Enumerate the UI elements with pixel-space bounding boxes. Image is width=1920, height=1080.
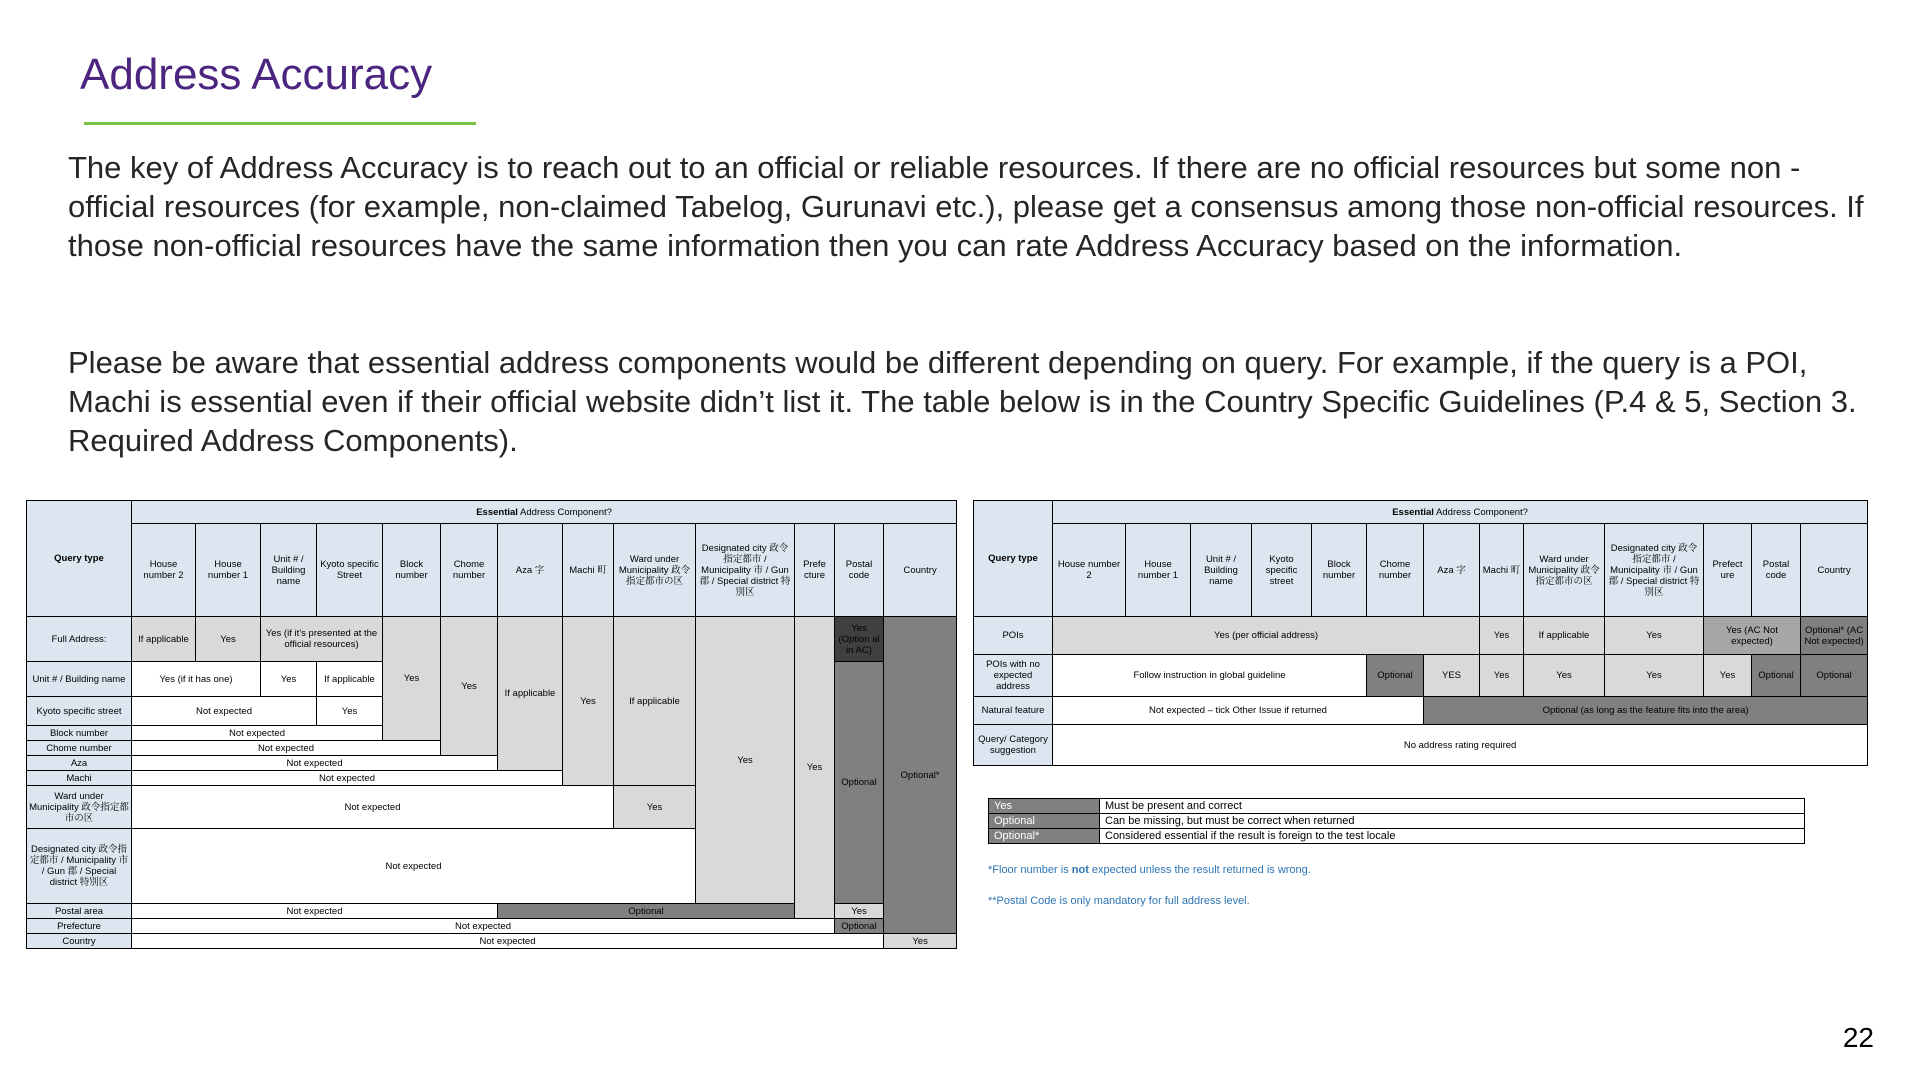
poi-address-component-table [973,500,1868,766]
table-cell: Optional* (AC Not expected) [1801,617,1868,655]
col-header: Prefect ure [1704,524,1752,617]
essential-header: Essential Address Component? [1053,501,1868,524]
legend-desc: Considered essential if the result is foreign to the test locale [1100,829,1805,844]
table-cell: If applicable [317,662,383,697]
row-header: Block number [27,726,132,741]
row-header: Kyoto specific street [27,697,132,726]
legend-desc: Can be missing, but must be correct when returned [1100,814,1805,829]
essential-header: Essential Address Component? [132,501,957,524]
col-header: House number 1 [196,524,261,617]
table-cell: Yes [1524,655,1605,697]
col-header: Kyoto specific street [1252,524,1312,617]
table-cell: Not expected [132,756,498,771]
table-cell: Not expected [132,934,884,949]
table-cell: Not expected [132,829,696,904]
row-header: Postal area [27,904,132,919]
row-header: Full Address: [27,617,132,662]
row-header: Machi [27,771,132,786]
table-cell: Not expected [132,771,563,786]
row-header: Chome number [27,741,132,756]
table-cell: If applicable [1524,617,1605,655]
row-header: POIs [974,617,1053,655]
table-cell: YES [1424,655,1480,697]
table-cell: Optional [498,904,795,919]
row-header: Unit # / Building name [27,662,132,697]
table-cell: Yes (if it’s presented at the official resources) [261,617,383,662]
legend-key: Yes [989,799,1100,814]
table-cell: If applicable [614,617,696,786]
table-cell: Yes [1605,655,1704,697]
legend-row [989,814,1805,829]
table-cell: Not expected [132,697,317,726]
table-cell: Follow instruction in global guideline [1053,655,1367,697]
table-cell: Yes [835,904,884,919]
col-header: Ward under Municipality 政令指定都市の区 [1524,524,1605,617]
row-header: Country [27,934,132,949]
col-header: House number 2 [1053,524,1126,617]
title-underline [84,122,476,125]
table-cell: Yes (Option al in AC) [835,617,884,662]
floor-number-note: *Floor number is not expected unless the result returned is wrong. [988,864,1311,876]
col-header: House number 1 [1126,524,1191,617]
table-cell: Yes [1480,655,1524,697]
table-cell: Yes [1704,655,1752,697]
table-cell: Yes [317,697,383,726]
col-header: Chome number [441,524,498,617]
table-cell: Not expected [132,726,383,741]
legend-key: Optional* [989,829,1100,844]
intro-paragraph: The key of Address Accuracy is to reach out to an official or reliable resources. If there are no official resources but some non -official resources (for example, non-claimed Tabelog, Gurunavi etc.), please get a consensus among those non-official resources. If those non-official resources have the same information then you can rate Address Accuracy based on the information. [68,150,1864,263]
col-header: Unit # / Building name [261,524,317,617]
col-header: Machi 町 [563,524,614,617]
row-header: Query/ Category suggestion [974,725,1053,766]
table-cell: Not expected [132,904,498,919]
full-address-component-table [26,500,957,949]
legend-desc: Must be present and correct [1100,799,1805,814]
table-cell: Optional [835,919,884,934]
col-header: Chome number [1367,524,1424,617]
row-header: Natural feature [974,697,1053,725]
col-header: Ward under Municipality 政令指定都市の区 [614,524,696,617]
col-header: Block number [383,524,441,617]
table-cell: Optional [1752,655,1801,697]
row-header: POIs with no expected address [974,655,1053,697]
table-cell: Not expected [132,786,614,829]
legend-row [989,799,1805,814]
table-cell: Yes [196,617,261,662]
slide-title: Address Accuracy [80,50,433,99]
table-cell: Not expected [132,741,441,756]
col-header: Block number [1312,524,1367,617]
table-cell: Yes (AC Not expected) [1704,617,1801,655]
table-cell: Yes [1480,617,1524,655]
col-header: Postal code [1752,524,1801,617]
col-header: House number 2 [132,524,196,617]
legend-key: Optional [989,814,1100,829]
table-cell: Optional [1367,655,1424,697]
table-cell: Yes [563,617,614,786]
col-header: Aza 字 [498,524,563,617]
table-cell: Optional [1801,655,1868,697]
postal-code-note: **Postal Code is only mandatory for full address level. [988,895,1250,907]
table-cell: If applicable [498,617,563,771]
row-header: Aza [27,756,132,771]
col-header: Prefe cture [795,524,835,617]
legend-table [988,798,1805,844]
components-paragraph: Please be aware that essential address components would be different depending on query. For example, if the query is a POI, Machi is essential even if their official website didn’t list it. The table below is in the Country Specific Guidelines (P.4 & 5, Section 3. Required Address Components). [68,345,1857,458]
col-header: Machi 町 [1480,524,1524,617]
table-cell: Not expected [132,919,835,934]
col-header: Designated city 政令指定都市 / Municipality 市 / Gun 郡 / Special district 特別区 [696,524,795,617]
table-cell: Optional* [884,617,957,934]
table-cell: Optional [835,662,884,904]
col-header: Country [884,524,957,617]
table-cell: Yes [614,786,696,829]
row-header: Prefecture [27,919,132,934]
row-header: Ward under Municipality 政令指定都市の区 [27,786,132,829]
table-cell: Yes [795,617,835,919]
table-cell: No address rating required [1053,725,1868,766]
row-header: Designated city 政令指定都市 / Municipality 市 / Gun 郡 / Special district 特別区 [27,829,132,904]
col-header: Designated city 政令指定都市 / Municipality 市 / Gun 郡 / Special district 特別区 [1605,524,1704,617]
table-cell: Yes [884,934,957,949]
page-number: 22 [1842,1022,1874,1053]
table-cell: Yes [441,617,498,756]
query-type-header: Query type [27,501,132,617]
table-cell: Not expected – tick Other Issue if returned [1053,697,1424,725]
col-header: Kyoto specific Street [317,524,383,617]
query-type-header: Query type [974,501,1053,617]
table-cell: If applicable [132,617,196,662]
table-cell: Yes [1605,617,1704,655]
col-header: Postal code [835,524,884,617]
legend-row [989,829,1805,844]
table-cell: Yes [696,617,795,904]
table-cell: Yes [261,662,317,697]
col-header: Unit # / Building name [1191,524,1252,617]
table-cell: Yes (per official address) [1053,617,1480,655]
table-cell: Optional (as long as the feature fits into the area) [1424,697,1868,725]
col-header: Aza 字 [1424,524,1480,617]
table-cell: Yes (if it has one) [132,662,261,697]
table-cell: Yes [383,617,441,741]
col-header: Country [1801,524,1868,617]
